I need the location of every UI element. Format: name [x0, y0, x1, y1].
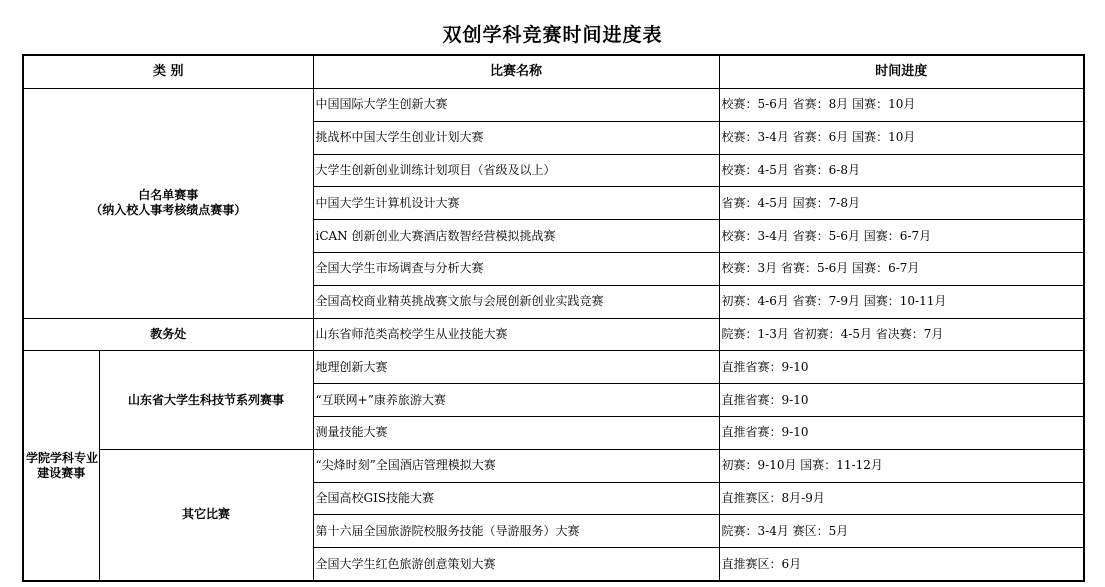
competition-schedule: 校赛：3-4月 省赛：5-6月 国赛：6-7月: [719, 220, 1084, 253]
competition-schedule: 初赛：4-6月 省赛：7-9月 国赛：10-11月: [719, 285, 1084, 318]
subcategory-others: 其它比赛: [99, 449, 313, 581]
header-schedule: 时间进度: [719, 55, 1084, 89]
competition-name: “尖烽时刻”全国酒店管理模拟大赛: [313, 449, 719, 482]
competition-name: 全国大学生市场调查与分析大赛: [313, 252, 719, 285]
category-whitelist-line1: 白名单赛事: [138, 188, 199, 203]
competition-name: 中国大学生计算机设计大赛: [313, 187, 719, 220]
competition-name: iCAN 创新创业大赛酒店数智经营模拟挑战赛: [313, 220, 719, 253]
category-college-line1: 学院学科专业: [26, 450, 99, 465]
competition-name: 大学生创新创业训练计划项目（省级及以上）: [313, 154, 719, 187]
competition-schedule: 直推省赛：9-10: [719, 416, 1084, 449]
competition-name: 中国国际大学生创新大赛: [313, 89, 719, 122]
competition-name: 全国高校GIS技能大赛: [313, 482, 719, 515]
competition-schedule: 校赛：3月 省赛：5-6月 国赛：6-7月: [719, 252, 1084, 285]
competition-name: 挑战杯中国大学生创业计划大赛: [313, 121, 719, 154]
competition-schedule: 省赛：4-5月 国赛：7-8月: [719, 187, 1084, 220]
competition-schedule: 初赛：9-10月 国赛：11-12月: [719, 449, 1084, 482]
category-academic-affairs: 教务处: [23, 318, 313, 351]
competition-schedule: 直推赛区：8月-9月: [719, 482, 1084, 515]
table-row: [23, 351, 1084, 384]
header-category: 类 别: [23, 55, 313, 89]
competition-name: 测量技能大赛: [313, 416, 719, 449]
competition-schedule: 校赛：4-5月 省赛：6-8月: [719, 154, 1084, 187]
table-row: [23, 449, 1084, 482]
competition-schedule: 校赛：5-6月 省赛：8月 国赛：10月: [719, 89, 1084, 122]
competition-name: 第十六届全国旅游院校服务技能（导游服务）大赛: [313, 515, 719, 548]
competition-schedule: 直推赛区：6月: [719, 548, 1084, 581]
competition-schedule: 院赛：1-3月 省初赛：4-5月 省决赛：7月: [719, 318, 1084, 351]
competition-schedule: 直推省赛：9-10: [719, 384, 1084, 417]
category-college-line2: 建设赛事: [37, 465, 86, 480]
category-whitelist: [23, 89, 313, 319]
category-whitelist-line2: （纳入校人事考核绩点赛事）: [90, 203, 247, 218]
competition-schedule: 院赛：3-4月 赛区：5月: [719, 515, 1084, 548]
table-row: [23, 318, 1084, 351]
competition-name: 全国高校商业精英挑战赛文旅与会展创新创业实践竞赛: [313, 285, 719, 318]
schedule-table: [22, 54, 1085, 582]
competition-schedule: 直推省赛：9-10: [719, 351, 1084, 384]
subcategory-provincial: 山东省大学生科技节系列赛事: [99, 351, 313, 449]
page-title: 双创学科竞赛时间进度表: [442, 24, 663, 46]
header-competition-name: 比赛名称: [313, 55, 719, 89]
competition-schedule: 校赛：3-4月 省赛：6月 国赛：10月: [719, 121, 1084, 154]
competition-name: 全国大学生红色旅游创意策划大赛: [313, 548, 719, 581]
table-header-row: [23, 55, 1084, 89]
competition-name: 山东省师范类高校学生从业技能大赛: [313, 318, 719, 351]
competition-name: “互联网+”康养旅游大赛: [313, 384, 719, 417]
competition-name: 地理创新大赛: [313, 351, 719, 384]
category-college: [23, 351, 99, 581]
table-row: [23, 89, 1084, 122]
